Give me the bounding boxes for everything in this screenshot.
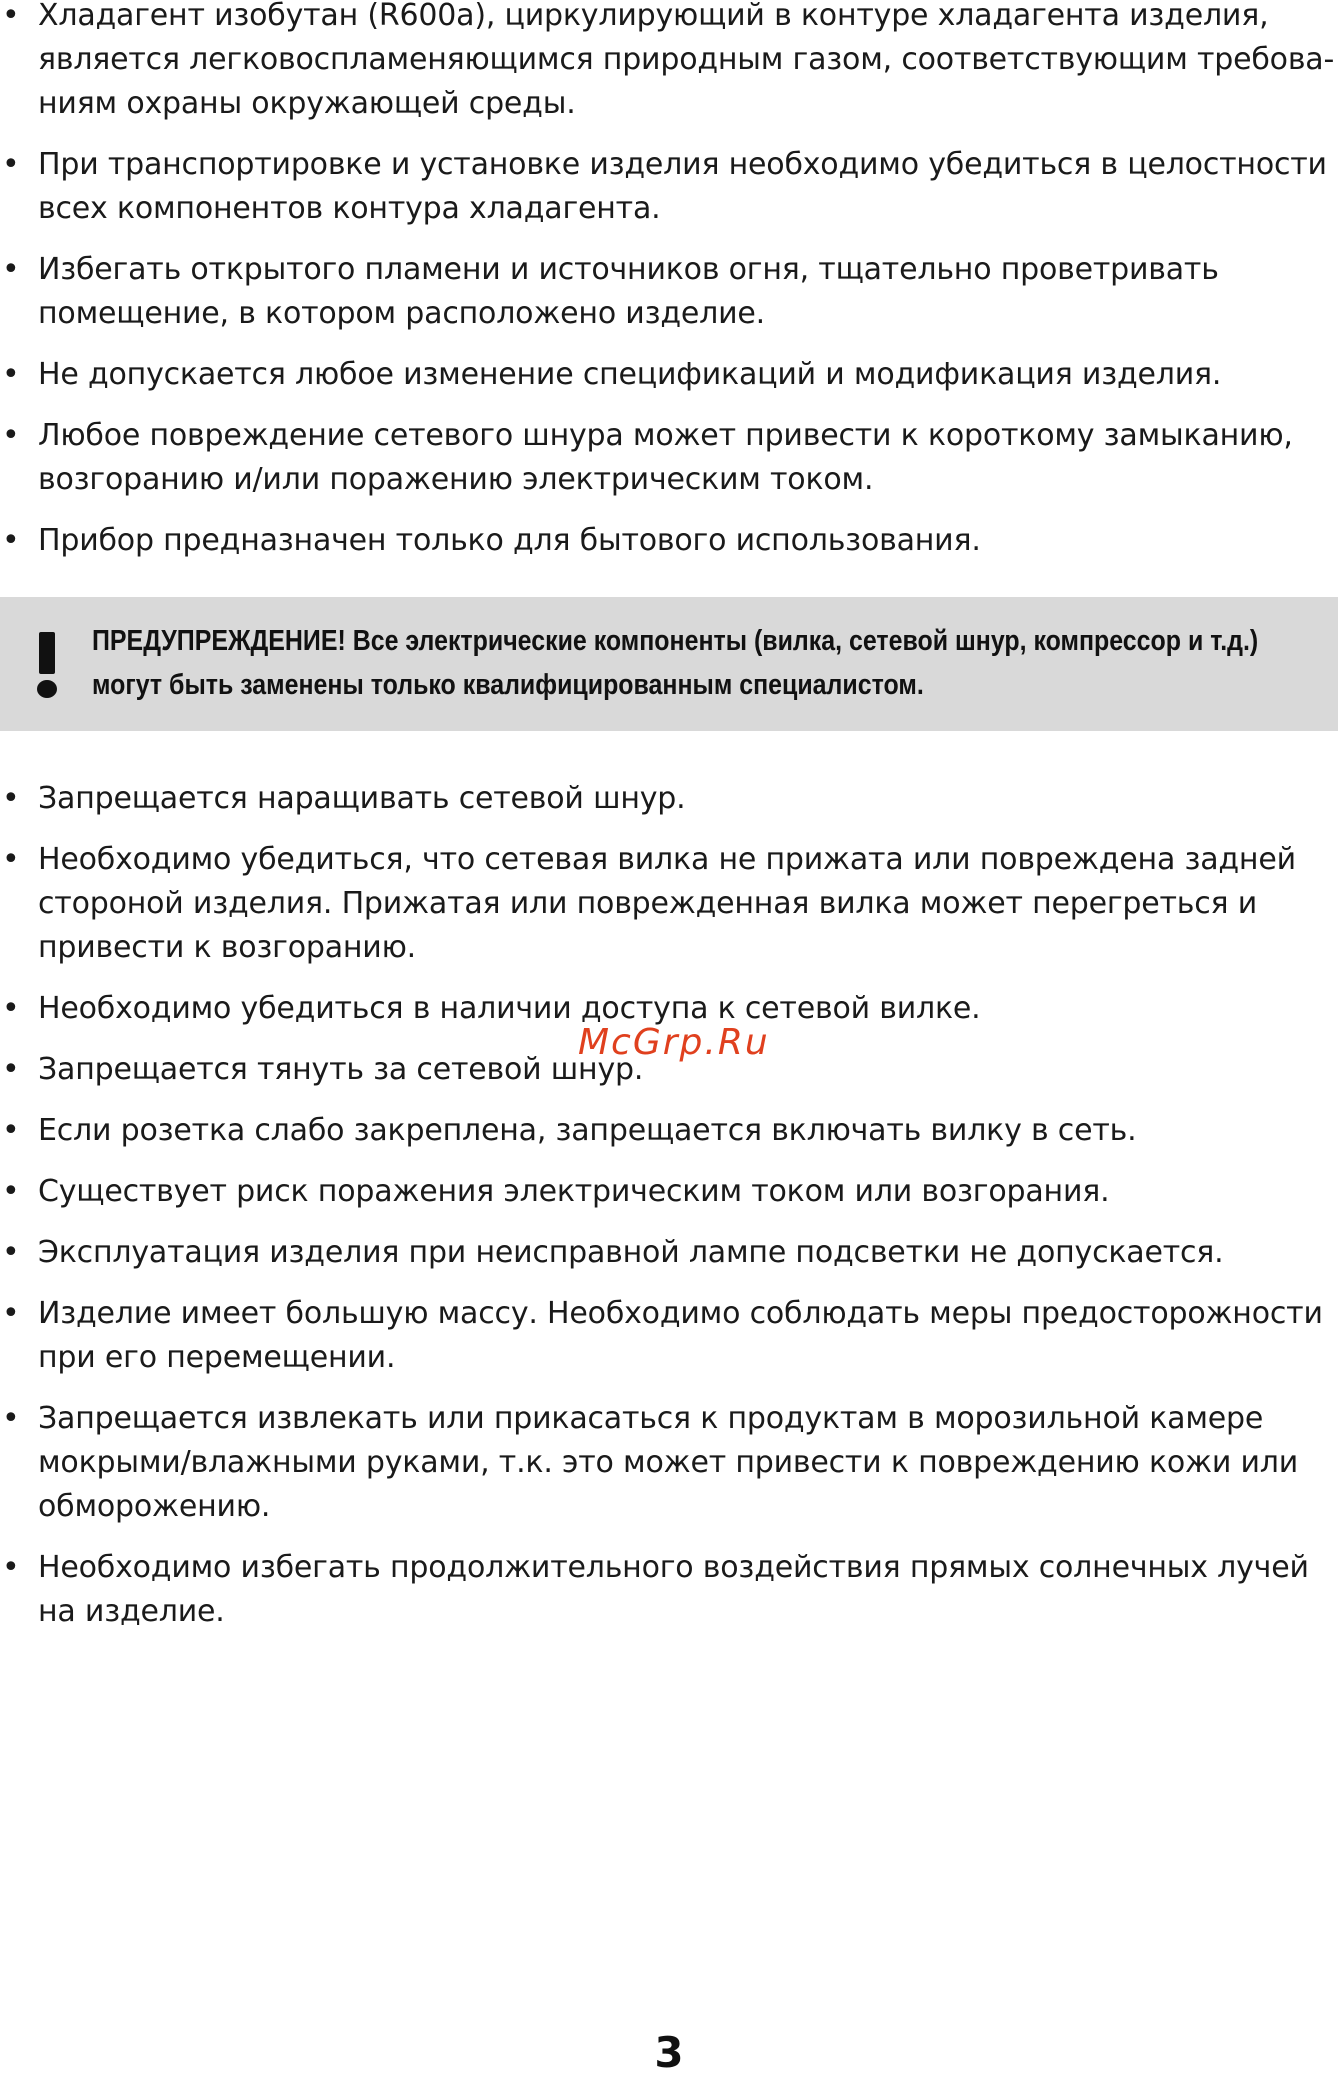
list-item-line: • Необходимо избегать продолжительного воздействия прямых солнечных лучей [38,1550,1309,1585]
list-item [0,777,1338,821]
list-item-line: • При транспортировке и установке изделия необходимо убедиться в целостности [38,147,1327,182]
safety-list-bottom [0,777,1338,1651]
list-item-line: является легковоспламеняющимся природным газом, соответствующим требова- [38,42,1335,77]
list-item-line: обморожению. [38,1489,271,1524]
page-number: 3 [654,2028,684,2077]
exclamation-icon [35,632,59,698]
list-item-line: ниям охраны окружающей среды. [38,86,576,121]
list-item-line: на изделие. [38,1594,225,1629]
warning-line-1: ПРЕДУПРЕЖДЕНИЕ! Все электрические компоненты (вилка, сетевой шнур, компрессор и т.д.) [92,625,1259,657]
list-item-line: • Изделие имеет большую массу. Необходимо соблюдать меры предосторожности [38,1296,1323,1331]
list-item-line: • Существует риск поражения электрическим током или возгорания. [38,1174,1110,1209]
list-item-line: • Прибор предназначен только для бытового использования. [38,523,981,558]
warning-line-2: могут быть заменены только квалифицированным специалистом. [92,669,924,701]
list-item-line: • Эксплуатация изделия при неисправной лампе подсветки не допускается. [38,1235,1224,1270]
warning-box [0,597,1338,731]
list-item-line: помещение, в котором расположено изделие. [38,296,766,331]
list-item-line: всех компонентов контура хладагента. [38,191,661,226]
list-item [0,1231,1338,1275]
list-item [0,353,1338,397]
list-item-line: • Необходимо убедиться, что сетевая вилка не прижата или повреждена задней [38,842,1296,877]
list-item-line: при его перемещении. [38,1340,396,1375]
warning-text [92,619,1259,707]
list-item-line: • Запрещается тянуть за сетевой шнур. [38,1052,644,1087]
list-item-line: мокрыми/влажными руками, т.к. это может привести к повреждению кожи или [38,1445,1299,1480]
safety-list-top [0,0,1338,580]
list-item [0,248,1338,336]
list-item-line: возгоранию и/или поражению электрическим током. [38,462,874,497]
list-item-line: привести к возгоранию. [38,930,416,965]
list-item [0,1109,1338,1153]
list-item [0,1397,1338,1529]
list-item-line: • Избегать открытого пламени и источников огня, тщательно проветривать [38,252,1219,287]
list-item [0,1170,1338,1214]
list-item-line: • Если розетка слабо закреплена, запрещается включать вилку в сеть. [38,1113,1137,1148]
list-item-line: стороной изделия. Прижатая или поврежденная вилка может перегреться и [38,886,1258,921]
list-item-line: • Необходимо убедиться в наличии доступа к сетевой вилке. [38,991,981,1026]
list-item-line: • Запрещается наращивать сетевой шнур. [38,781,686,816]
watermark: McGrp.Ru [578,1022,770,1063]
list-item [0,838,1338,970]
list-item-line: • Любое повреждение сетевого шнура может привести к короткому замыканию, [38,418,1293,453]
list-item [0,519,1338,563]
list-item [0,1292,1338,1380]
list-item [0,1546,1338,1634]
list-item-line: • Хладагент изобутан (R600a), циркулирующий в контуре хладагента изделия, [38,0,1269,33]
list-item [0,0,1338,126]
list-item [0,143,1338,231]
list-item [0,414,1338,502]
list-item-line: • Запрещается извлекать или прикасаться к продуктам в морозильной камере [38,1401,1264,1436]
list-item-line: • Не допускается любое изменение спецификаций и модификация изделия. [38,357,1222,392]
